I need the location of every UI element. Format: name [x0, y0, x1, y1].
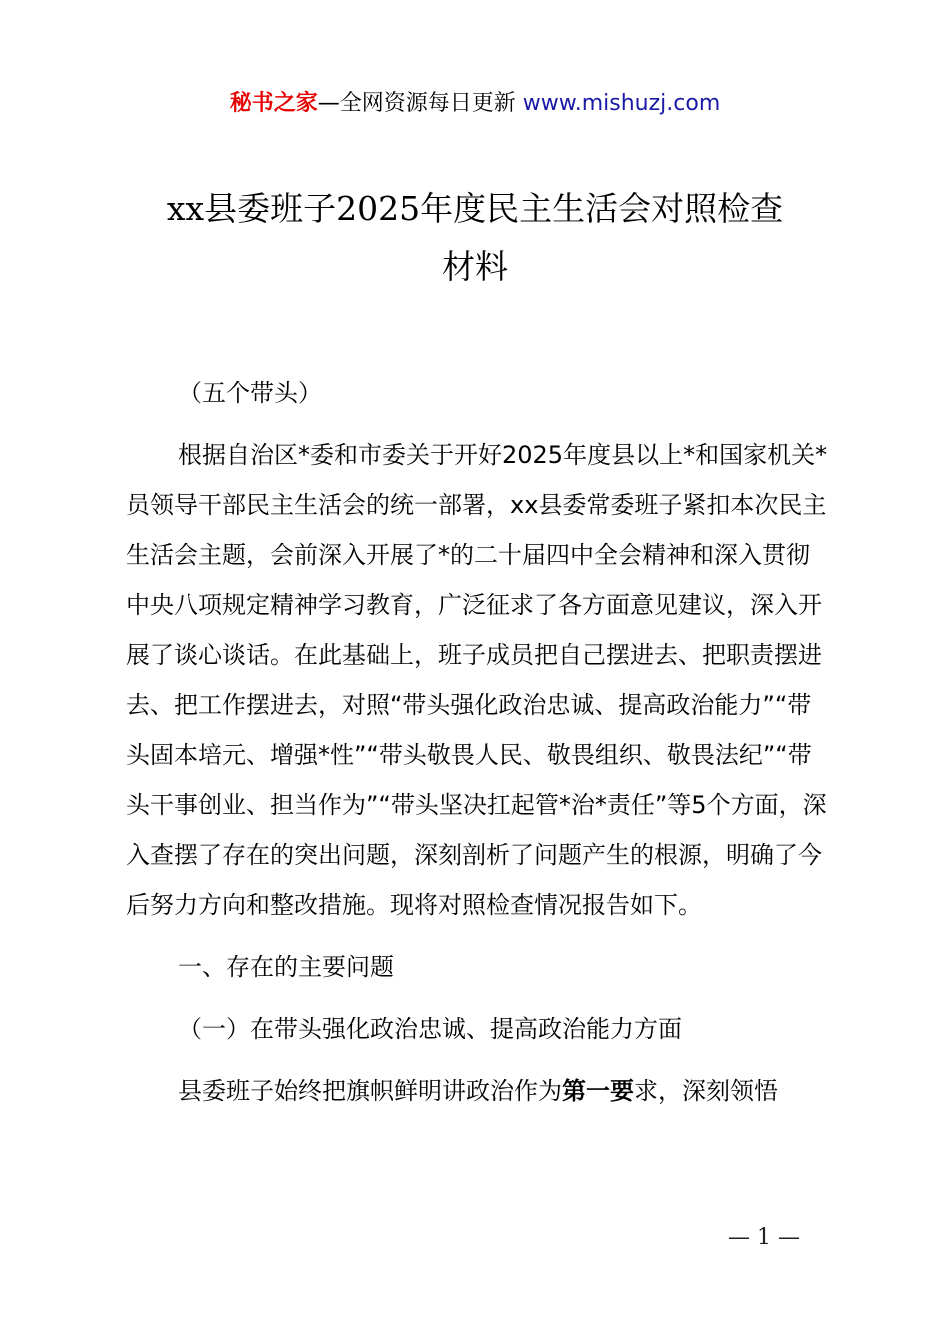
document-subtitle: （五个带头） [178, 379, 322, 407]
title-line-2: 材料 [442, 247, 508, 286]
paragraph-text-end: 求，深刻领悟 [634, 1077, 778, 1105]
site-link[interactable]: www.mishuzj.com [522, 91, 721, 116]
document-title [100, 180, 850, 296]
paragraph-text-start: 县委班子始终把旗帜鲜明讲政治作为 [178, 1077, 562, 1105]
document-body [126, 368, 832, 1116]
banner-tagline: —全网资源每日更新 [317, 91, 516, 116]
body-paragraph [126, 1066, 832, 1116]
subsection-heading: （一）在带头强化政治忠诚、提高政治能力方面 [178, 1015, 682, 1043]
bold-emphasis: 第一要 [562, 1077, 634, 1105]
section-heading: 一、存在的主要问题 [178, 953, 394, 981]
title-line-1: xx县委班子2025年度民主生活会对照检查 [166, 189, 784, 228]
site-banner [0, 88, 950, 120]
intro-paragraph: 根据自治区*委和市委关于开好2025年度县以上*和国家机关*员领导干部民主生活会的统一部署，xx县委常委班子紧扣本次民主生活会主题，会前深入开展了*的二十届四中全会精神和深入贯彻中央八项规定精神学习教育，广泛征求了各方面意见建议，深入开展了谈心谈话。在此基础上，班子成员把自己摆进去、把职责摆进去、把工作摆进去，对照“带头强化政治忠诚、提高政治能力”“带头固本培元、增强*性”“带头敬畏人民、敬畏组织、敬畏法纪”“带头干事创业、担当作为”“带头坚决扛起管*治*责任”等5个方面，深入查摆了存在的突出问题，深刻剖析了问题产生的根源，明确了今后努力方向和整改措施。现将对照检查情况报告如下。 [126, 441, 828, 919]
page-number: — 1 — [728, 1225, 800, 1250]
brand-name: 秘书之家 [229, 91, 318, 116]
